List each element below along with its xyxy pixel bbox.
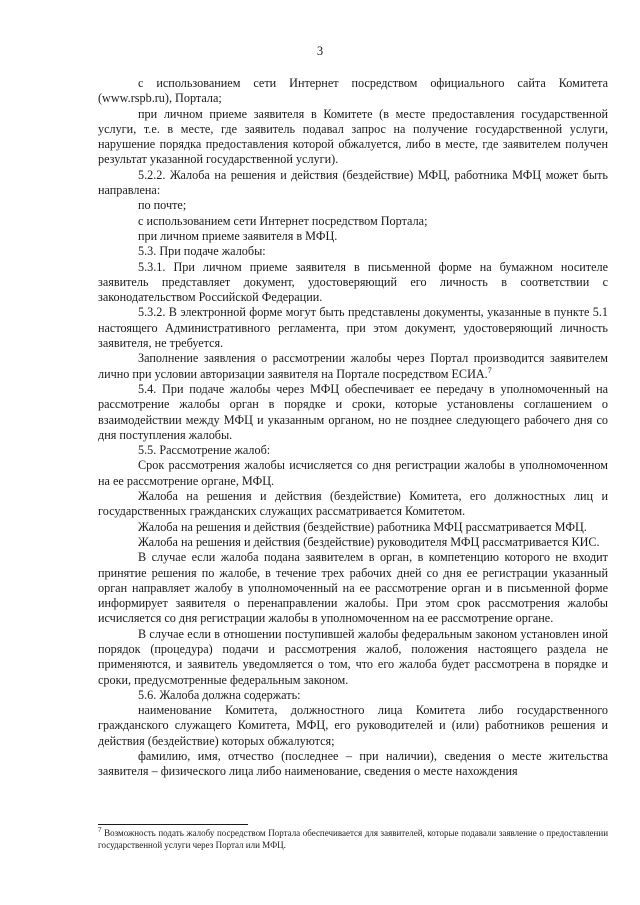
paragraph: 5.3.2. В электронной форме могут быть представлены документы, указанные в пункте 5.1 настоящего Административного регламента, при этом документ, удостоверяющий личность заявителя, не требуется. [98,305,608,351]
paragraph: Срок рассмотрения жалобы исчисляется со дня регистрации жалобы в уполномоченном на ее рассмотрение органе, МФЦ. [98,458,608,488]
paragraph: Жалоба на решения и действия (бездействие) руководителя МФЦ рассматривается КИС. [138,534,600,549]
paragraph: 5.2.2. Жалоба на решения и действия (бездействие) МФЦ, работника МФЦ может быть направлена: [98,167,608,198]
paragraph: фамилию, имя, отчество (последнее – при наличии), сведения о месте жительства заявителя – физического лица либо наименование, сведения о месте нахождения [98,749,608,779]
page-number: 3 [316,44,324,58]
paragraph: В случае если жалоба подана заявителем в орган, в компетенцию которого не входит принятие решения по жалобе, в течение трех рабочих дней со дня ее регистрации указанный орган направляет жалобу в уполномоченный на ее рассмотрение орган и в письменной форме информирует заявителя о перенаправлении жалобы. При этом срок рассмотрения жалобы исчисляется со дня регистрации жалобы в уполномоченном на ее рассмотрение органе. [98,550,608,626]
footnote-reference[interactable]: 7 [487,365,492,375]
paragraph: с использованием сети Интернет посредством Портала; [138,213,428,228]
footnote [98,828,608,851]
paragraph: при личном приеме заявителя в Комитете (в месте предоставления государственной услуги, т.е. в месте, где заявитель подавал запрос на получение государственной услуги, нарушение порядка предоставления которой обжалуется, либо в месте, где заявителем получен результат указанной государственной услуги). [98,106,608,167]
paragraph: Жалоба на решения и действия (бездействие) Комитета, его должностных лиц и государственных гражданских служащих рассматривается Комитетом. [98,489,608,519]
footnote-number: 7 [98,826,102,834]
document-body [98,76,608,780]
footnote-divider [98,824,248,825]
paragraph: 5.3.1. При личном приеме заявителя в письменной форме на бумажном носителе заявитель представляет документ, удостоверяющий его личность в соответствии с законодательством Российской Федерации. [98,259,608,305]
footnote-text: Возможность подать жалобу посредством Портала обеспечивается для заявителей, которые подавали заявление о предоставлении государственной услуги через Портал или МФЦ. [98,828,609,850]
paragraph: при личном приеме заявителя в МФЦ. [138,228,338,243]
paragraph: по почте; [138,198,187,213]
paragraph: 5.5. Рассмотрение жалоб: [138,443,271,458]
paragraph: В случае если в отношении поступившей жалобы федеральным законом установлен иной порядок (процедура) подачи и рассмотрения жалоб, положения настоящего раздела не применяются, и заявитель уведомляется о том, что его жалоба будет рассмотрена в порядке и сроки, предусмотренные федеральным законом. [98,626,608,687]
paragraph: с использованием сети Интернет посредством официального сайта Комитета (www.rspb.ru), Портала; [98,76,608,106]
paragraph-text: Заполнение заявления о рассмотрении жалобы через Портал производится заявителем лично при условии авторизации заявителя на Портале посредством ЕСИА. [98,351,608,381]
paragraph: Жалоба на решения и действия (бездействие) работника МФЦ рассматривается МФЦ. [138,519,587,534]
paragraph-with-footnote [98,351,608,382]
paragraph: наименование Комитета, должностного лица Комитета либо государственного гражданского служащего Комитета, МФЦ, его руководителей и (или) работников решения и действия (бездействие) которых обжалуются; [98,703,608,748]
paragraph: 5.6. Жалоба должна содержать: [138,687,301,702]
paragraph: 5.4. При подаче жалобы через МФЦ обеспечивает ее передачу в уполномоченный на рассмотрение жалобы орган в порядке и сроки, которые установлены соглашением о взаимодействии между МФЦ и указанным органом, но не позднее следующего рабочего дня со дня поступления жалобы. [98,381,608,442]
paragraph: 5.3. При подаче жалобы: [138,244,266,259]
